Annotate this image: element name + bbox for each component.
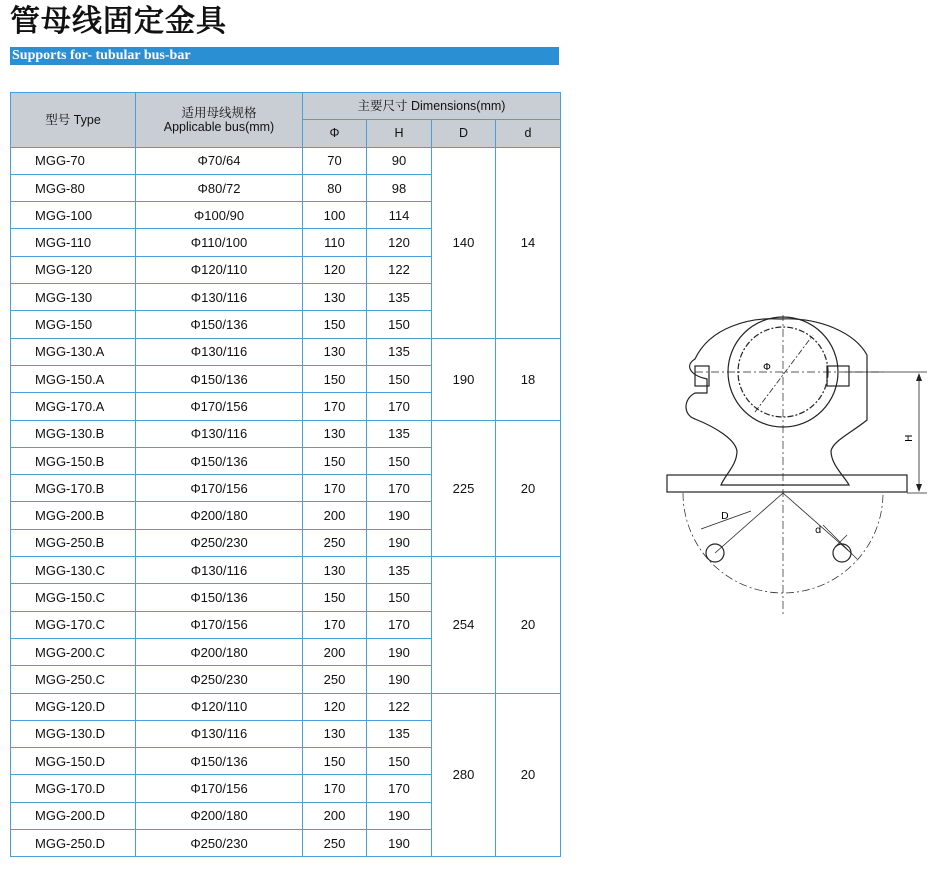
cell-bus: Φ130/116 xyxy=(136,284,303,311)
cell-bus: Φ130/116 xyxy=(136,338,303,365)
cell-bus: Φ100/90 xyxy=(136,202,303,229)
cell-bus: Φ120/110 xyxy=(136,693,303,720)
cell-d: 20 xyxy=(496,420,561,556)
cell-h: 190 xyxy=(367,666,432,693)
cell-type: MGG-250.D xyxy=(11,830,136,857)
cell-h: 90 xyxy=(367,147,432,174)
cell-phi: 130 xyxy=(303,338,367,365)
header-h: H xyxy=(367,120,432,147)
cell-h: 170 xyxy=(367,775,432,802)
header-d-big: D xyxy=(432,120,496,147)
cell-D: 190 xyxy=(432,338,496,420)
cell-h: 170 xyxy=(367,475,432,502)
cell-d: 14 xyxy=(496,147,561,338)
cell-type: MGG-150 xyxy=(11,311,136,338)
table-body xyxy=(11,147,561,857)
cell-h: 150 xyxy=(367,365,432,392)
diagram-label-phi: Φ xyxy=(763,362,771,373)
diagram-label-D: D xyxy=(721,511,729,522)
cell-type: MGG-200.B xyxy=(11,502,136,529)
cell-h: 135 xyxy=(367,720,432,747)
table-row xyxy=(11,557,561,584)
cell-h: 122 xyxy=(367,693,432,720)
cell-bus: Φ250/230 xyxy=(136,529,303,556)
cell-h: 150 xyxy=(367,584,432,611)
cell-bus: Φ150/136 xyxy=(136,311,303,338)
diagram-label-d: d xyxy=(815,525,822,536)
cell-h: 135 xyxy=(367,420,432,447)
cell-type: MGG-170.D xyxy=(11,775,136,802)
cell-bus: Φ170/156 xyxy=(136,611,303,638)
page-title-en: Supports for- tubular bus-bar xyxy=(12,48,191,63)
cell-bus: Φ120/110 xyxy=(136,256,303,283)
cell-phi: 120 xyxy=(303,256,367,283)
cell-type: MGG-250.B xyxy=(11,529,136,556)
cell-type: MGG-70 xyxy=(11,147,136,174)
header-d-small: d xyxy=(496,120,561,147)
cell-h: 150 xyxy=(367,447,432,474)
cell-phi: 200 xyxy=(303,802,367,829)
cell-type: MGG-170.A xyxy=(11,393,136,420)
cell-h: 120 xyxy=(367,229,432,256)
cell-phi: 170 xyxy=(303,393,367,420)
cell-bus: Φ200/180 xyxy=(136,638,303,665)
cell-phi: 150 xyxy=(303,311,367,338)
cell-bus: Φ150/136 xyxy=(136,748,303,775)
cell-bus: Φ200/180 xyxy=(136,502,303,529)
cell-D: 254 xyxy=(432,557,496,693)
cell-type: MGG-170.C xyxy=(11,611,136,638)
cell-phi: 100 xyxy=(303,202,367,229)
cell-bus: Φ150/136 xyxy=(136,365,303,392)
support-diagram xyxy=(655,315,940,620)
cell-type: MGG-130.B xyxy=(11,420,136,447)
cell-phi: 120 xyxy=(303,693,367,720)
cell-type: MGG-150.A xyxy=(11,365,136,392)
cell-bus: Φ250/230 xyxy=(136,666,303,693)
cell-phi: 130 xyxy=(303,420,367,447)
cell-h: 114 xyxy=(367,202,432,229)
spec-table xyxy=(10,92,561,857)
cell-type: MGG-170.B xyxy=(11,475,136,502)
cell-h: 135 xyxy=(367,557,432,584)
table-row xyxy=(11,693,561,720)
cell-h: 98 xyxy=(367,174,432,201)
cell-bus: Φ200/180 xyxy=(136,802,303,829)
cell-phi: 170 xyxy=(303,611,367,638)
cell-bus: Φ70/64 xyxy=(136,147,303,174)
cell-type: MGG-150.C xyxy=(11,584,136,611)
cell-bus: Φ130/116 xyxy=(136,720,303,747)
cell-phi: 250 xyxy=(303,830,367,857)
cell-phi: 110 xyxy=(303,229,367,256)
cell-type: MGG-130.D xyxy=(11,720,136,747)
cell-phi: 130 xyxy=(303,720,367,747)
cell-bus: Φ110/100 xyxy=(136,229,303,256)
cell-h: 190 xyxy=(367,830,432,857)
cell-bus: Φ170/156 xyxy=(136,475,303,502)
base-plate xyxy=(667,475,907,492)
cell-h: 170 xyxy=(367,393,432,420)
cell-d: 20 xyxy=(496,693,561,857)
cell-type: MGG-130 xyxy=(11,284,136,311)
cell-phi: 250 xyxy=(303,666,367,693)
cell-D: 140 xyxy=(432,147,496,338)
cell-h: 190 xyxy=(367,529,432,556)
cell-phi: 150 xyxy=(303,365,367,392)
page-title-cn: 管母线固定金具 xyxy=(10,4,227,39)
cell-type: MGG-120.D xyxy=(11,693,136,720)
cell-phi: 70 xyxy=(303,147,367,174)
cell-D: 225 xyxy=(432,420,496,556)
cell-type: MGG-200.D xyxy=(11,802,136,829)
cell-phi: 130 xyxy=(303,284,367,311)
cell-phi: 250 xyxy=(303,529,367,556)
cell-type: MGG-100 xyxy=(11,202,136,229)
cell-phi: 170 xyxy=(303,475,367,502)
cell-d: 20 xyxy=(496,557,561,693)
cell-type: MGG-250.C xyxy=(11,666,136,693)
cell-type: MGG-150.D xyxy=(11,748,136,775)
header-type: 型号 Type xyxy=(11,93,136,148)
cell-bus: Φ170/156 xyxy=(136,393,303,420)
cell-h: 150 xyxy=(367,311,432,338)
cell-type: MGG-130.C xyxy=(11,557,136,584)
cell-h: 122 xyxy=(367,256,432,283)
cell-h: 135 xyxy=(367,338,432,365)
table-row xyxy=(11,420,561,447)
cell-phi: 170 xyxy=(303,775,367,802)
cell-bus: Φ80/72 xyxy=(136,174,303,201)
cell-type: MGG-200.C xyxy=(11,638,136,665)
table-row xyxy=(11,338,561,365)
cell-h: 190 xyxy=(367,638,432,665)
cell-phi: 200 xyxy=(303,638,367,665)
cell-bus: Φ130/116 xyxy=(136,420,303,447)
cell-D: 280 xyxy=(432,693,496,857)
cell-h: 190 xyxy=(367,502,432,529)
cell-phi: 150 xyxy=(303,584,367,611)
header-dimensions: 主要尺寸 Dimensions(mm) xyxy=(303,93,561,120)
cell-d: 18 xyxy=(496,338,561,420)
cell-bus: Φ170/156 xyxy=(136,775,303,802)
header-bus xyxy=(136,93,303,148)
header-bus-cn: 适用母线规格 xyxy=(181,105,257,120)
cell-type: MGG-120 xyxy=(11,256,136,283)
diagram-label-h: H xyxy=(904,434,915,442)
cell-type: MGG-150.B xyxy=(11,447,136,474)
cell-phi: 150 xyxy=(303,447,367,474)
cell-type: MGG-80 xyxy=(11,174,136,201)
cell-phi: 80 xyxy=(303,174,367,201)
cell-h: 190 xyxy=(367,802,432,829)
cell-bus: Φ250/230 xyxy=(136,830,303,857)
cell-h: 135 xyxy=(367,284,432,311)
cell-phi: 150 xyxy=(303,748,367,775)
cell-phi: 130 xyxy=(303,557,367,584)
cell-type: MGG-130.A xyxy=(11,338,136,365)
header-bus-en: Applicable bus(mm) xyxy=(163,119,275,134)
cell-phi: 200 xyxy=(303,502,367,529)
clamp-body xyxy=(686,319,867,485)
cell-h: 170 xyxy=(367,611,432,638)
header-phi: Φ xyxy=(303,120,367,147)
cell-type: MGG-110 xyxy=(11,229,136,256)
cell-bus: Φ150/136 xyxy=(136,584,303,611)
table-header xyxy=(11,93,561,148)
cell-h: 150 xyxy=(367,748,432,775)
cell-bus: Φ150/136 xyxy=(136,447,303,474)
cell-bus: Φ130/116 xyxy=(136,557,303,584)
table-row xyxy=(11,147,561,174)
